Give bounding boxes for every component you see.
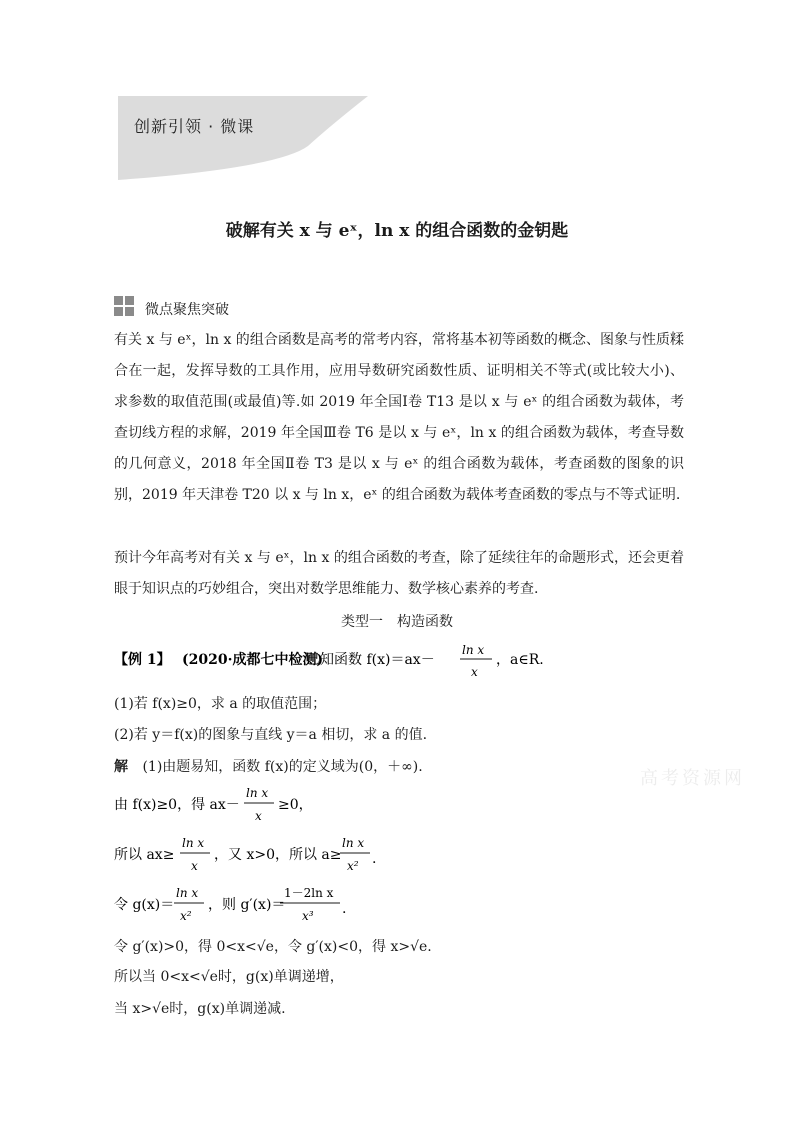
eq2-num1: ln x [182,836,205,850]
section-label: 微点聚焦突破 [145,302,229,318]
page-title: 破解有关 x 与 eˣ，ln x 的组合函数的金钥匙 [225,221,569,241]
section-banner [118,96,370,182]
solution-line-5: 令 g′(x)>0，得 0<x<√e，令 g′(x)<0，得 x>√e. [114,939,432,955]
solution-line-7: 当 x>√e时，g(x)单调递减. [114,1001,286,1017]
question-1: (1)若 f(x)≥0，求 a 的取值范围； [114,696,327,712]
grid-icon [114,296,134,316]
example-lead: 已知函数 f(x)＝ax－ [306,652,435,668]
intro-paragraph: 有关 x 与 eˣ，ln x 的组合函数是高考的常考内容，常将基本初等函数的概念、图象与性质糅合在一起，发挥导数的工具作用，应用导数研究函数性质、证明相关不等式(或比较大小)、求参数的取值范围(或最值)等.如 2019 年全国Ⅰ卷 T13 是以 x 与 eˣ 的组合函数为载体，考查切线方程的求解，2019 年全国Ⅲ卷 T6 是以 x 与 eˣ，ln x 的组合函数为载体，考查导数的几何意义，2018 年全国Ⅱ卷 T3 是以 x 与 eˣ 的组合函数为载体，考查函数的图象的识别，2019 年天津卷 T20 以 x 与 ln x，eˣ 的组合函数为载体考查函数的零点与不等式证明. [114,332,684,503]
eq3-den1: x² [180,909,192,923]
banner-label: 创新引领 · 微课 [134,117,255,136]
example-source: (2020·成都七中检测) [182,652,324,668]
solution-line-6: 所以当 0<x<√e时，g(x)单调递增， [114,969,344,985]
eq1-post: ≥0， [278,797,313,813]
solution-text: (1)由题易知，函数 f(x)的定义域为(0，＋∞). [142,759,423,775]
solution-eq-2 [114,833,534,877]
eq2-post: . [372,851,377,867]
example-tail: ，a∈R. [496,652,544,668]
eq2-pre: 所以 ax≥ [114,847,175,863]
solution-eq-1 [114,783,514,827]
example-tag: 【例 1】 [114,652,171,668]
eq2-den2: x² [347,859,359,873]
eq2-num2: ln x [342,836,365,850]
example-frac-num: ln x [462,643,485,657]
solution-line-1 [114,756,423,776]
eq1-pre: 由 f(x)≥0，得 ax－ [114,797,240,813]
eq3-post: . [342,901,347,917]
eq3-num2: 1－2ln x [284,886,334,900]
eq3-mid: ，则 g′(x)＝ [208,897,286,913]
solution-eq-3 [114,883,534,927]
forecast-paragraph: 预计今年高考对有关 x 与 eˣ，ln x 的组合函数的考查，除了延续往年的命题形式，还会更着眼于知识点的巧妙组合，突出对数学思维能力、数学核心素养的考查. [114,550,684,597]
eq1-num: ln x [246,786,269,800]
eq3-den2: x³ [302,909,314,923]
eq1-den: x [255,809,262,823]
eq2-mid: ，又 x>0，所以 a≥ [214,847,342,863]
type-heading: 类型一 构造函数 [341,614,453,630]
eq3-pre: 令 g(x)＝ [114,897,175,913]
example-line [114,640,674,684]
solution-label: 解 [114,759,128,775]
eq3-num1: ln x [176,886,199,900]
eq2-den1: x [191,859,198,873]
banner-shape [118,96,370,182]
question-2: (2)若 y＝f(x)的图象与直线 y＝a 相切，求 a 的值. [114,727,428,743]
example-frac-den: x [471,665,478,679]
watermark: 高考资源网 [640,768,745,789]
